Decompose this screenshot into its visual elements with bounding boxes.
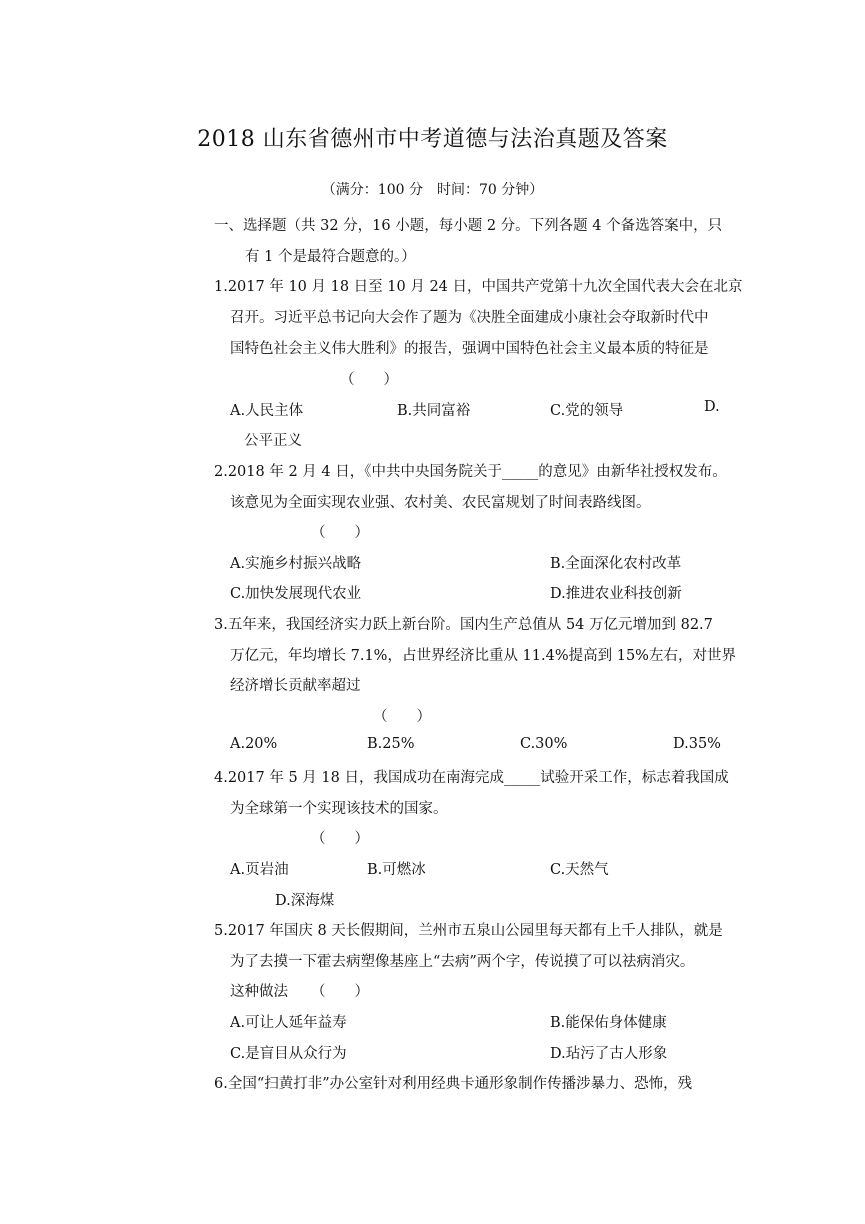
option-b: B.共同富裕 bbox=[397, 403, 471, 419]
option-a: A.可让人延年益寿 bbox=[230, 1015, 347, 1031]
document-title: 2018 山东省德州市中考道德与法治真题及答案 bbox=[197, 127, 668, 152]
option-a: A.20% bbox=[230, 736, 278, 752]
answer-blank: （ ） bbox=[311, 984, 369, 1000]
option-d-text: 公平正义 bbox=[244, 433, 302, 449]
option-b: B.25% bbox=[367, 736, 415, 752]
answer-blank: （ ） bbox=[311, 525, 369, 541]
question-stem-line: 4.2017 年 5 月 18 日，我国成功在南海完成_____试验开采工作，标志着我国成 bbox=[214, 770, 729, 786]
option-c: C.加快发展现代农业 bbox=[230, 586, 362, 602]
option-d: D.深海煤 bbox=[275, 893, 335, 909]
question-stem-line: 6.全国“扫黄打非”办公室针对利用经典卡通形象制作传播涉暴力、恐怖，残 bbox=[214, 1076, 693, 1092]
option-d: D.玷污了古人形象 bbox=[550, 1046, 668, 1062]
option-a: A.实施乡村振兴战略 bbox=[230, 556, 362, 572]
option-b: B.能保佑身体健康 bbox=[550, 1015, 667, 1031]
option-d: D.推进农业科技创新 bbox=[550, 586, 682, 602]
question-stem-line: 国特色社会主义伟大胜利》的报告，强调中国特色社会主义最本质的特征是 bbox=[230, 341, 709, 357]
question-stem-line: 2.2018 年 2 月 4 日，《中共中央国务院关于_____的意见》由新华社授权发布。 bbox=[214, 464, 727, 480]
option-c: C.30% bbox=[520, 736, 568, 752]
option-c: C.是盲目从众行为 bbox=[230, 1046, 347, 1062]
option-b: B.可燃冰 bbox=[367, 862, 426, 878]
question-stem-line: 经济增长贡献率超过 bbox=[230, 678, 361, 694]
answer-blank: （ ） bbox=[311, 831, 369, 847]
question-stem-line: 3.五年来，我国经济实力跃上新台阶。国内生产总值从 54 万亿元增加到 82.7 bbox=[214, 617, 713, 633]
section-heading-line: 有 1 个是最符合题意的。） bbox=[245, 249, 416, 265]
answer-blank: （ ） bbox=[340, 372, 398, 388]
question-stem-line: 5.2017 年国庆 8 天长假期间，兰州市五泉山公园里每天都有上千人排队，就是 bbox=[214, 923, 723, 939]
option-b: B.全面深化农村改革 bbox=[550, 556, 682, 572]
question-stem-line: 召开。习近平总书记向大会作了题为《决胜全面建成小康社会夺取新时代中 bbox=[230, 310, 709, 326]
answer-blank: （ ） bbox=[373, 709, 431, 725]
question-stem-line: 这种做法 bbox=[230, 984, 288, 1000]
question-stem-line: 为全球第一个实现该技术的国家。 bbox=[230, 801, 448, 817]
option-a: A.人民主体 bbox=[230, 403, 304, 419]
question-stem-line: 1.2017 年 10 月 18 日至 10 月 24 日，中国共产党第十九次全国代表大会在北京 bbox=[214, 279, 743, 295]
question-stem-line: 万亿元，年均增长 7.1%，占世界经济比重从 11.4%提高到 15%左右，对世界 bbox=[230, 648, 736, 664]
question-stem-line: 为了去摸一下霍去病塑像基座上“去病”两个字，传说摸了可以祛病消灾。 bbox=[230, 954, 695, 970]
option-d: D.35% bbox=[673, 736, 721, 752]
section-heading-line: 一、选择题（共 32 分，16 小题，每小题 2 分。下列各题 4 个备选答案中，只 bbox=[214, 218, 723, 234]
option-c: C.党的领导 bbox=[550, 403, 624, 419]
question-stem-line: 该意见为全面实现农业强、农村美、农民富规划了时间表路线图。 bbox=[230, 495, 651, 511]
exam-info: （满分：100 分 时间：70 分钟） bbox=[321, 182, 544, 198]
option-a: A.页岩油 bbox=[230, 862, 289, 878]
option-c: C.天然气 bbox=[550, 862, 609, 878]
option-d-letter: D. bbox=[704, 399, 720, 415]
